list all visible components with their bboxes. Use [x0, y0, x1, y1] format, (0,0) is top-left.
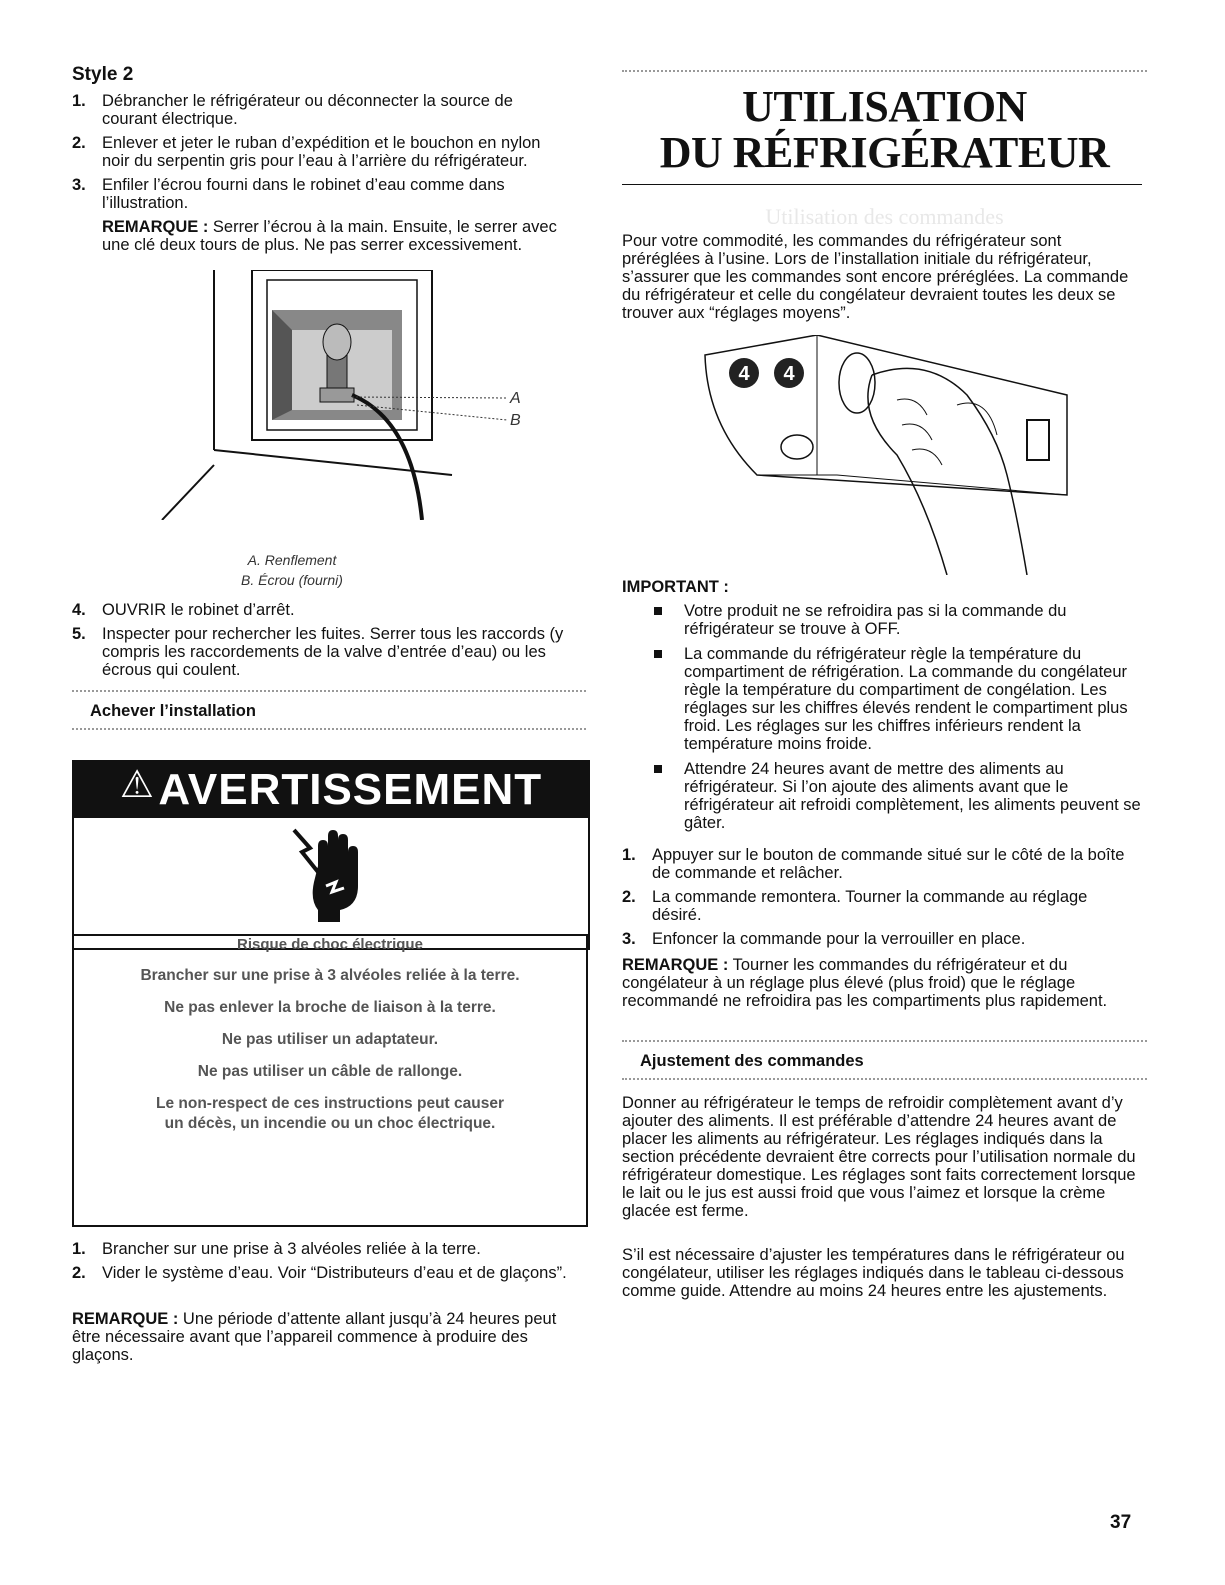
freezer-dial-value: 4 [738, 363, 750, 385]
figure-label-b: B [510, 412, 521, 429]
list-item: 1. Brancher sur une prise à 3 alvéoles reliée à la terre. [72, 1240, 481, 1258]
warning-line: Ne pas enlever la broche de liaison à la terre. [164, 999, 496, 1016]
warning-line: Ne pas utiliser un câble de rallonge. [197, 1063, 463, 1080]
adjust-paragraph-2: S’il est nécessaire d’ajuster les températures dans le réfrigérateur ou congélateur, utiliser les réglages indiqués dans le tableau ci-dessous comme guide. Attendre au moins 24 heures entre les ajustements. [622, 1246, 1125, 1300]
remarque-note: REMARQUE : Serrer l’écrou à la main. Ensuite, le serrer avec une clé deux tours de plus. Ne pas serrer excessivement. [102, 218, 557, 254]
warning-triangle-icon: ⚠ [119, 764, 154, 806]
steps-list-c [72, 1240, 577, 1288]
list-item: 2. Vider le système d’eau. Voir “Distributeurs d’eau et de glaçons”. [72, 1264, 567, 1282]
fridge-dial-value: 4 [783, 363, 795, 385]
section-divider [622, 70, 1147, 72]
section-heading: Achever l’installation [90, 702, 256, 720]
warning-box [72, 760, 590, 950]
list-item: 3. Enfiler l’écrou fourni dans le robinet d’eau comme dans l’illustration. [72, 176, 505, 212]
section-divider [622, 1040, 1147, 1042]
style-title: Style 2 [72, 64, 134, 85]
water-valve-illustration [152, 270, 532, 520]
bullet-square-icon [654, 765, 662, 773]
warning-line: Brancher sur une prise à 3 alvéoles reliée à la terre. [140, 967, 520, 984]
warning-line: un décès, un incendie ou un choc électrique. [164, 1115, 496, 1132]
section-subtitle: Utilisation des commandes [765, 204, 1004, 229]
list-item: 1. Appuyer sur le bouton de commande situé sur le côté de la boîte de commande et relâcher. [622, 846, 1125, 882]
important-label: IMPORTANT : [622, 578, 729, 596]
list-item: 5. Inspecter pour rechercher les fuites. Serrer tous les raccords (y compris les raccordements de la valve d’entrée d’eau) ou les écrous qui coulent. [72, 625, 564, 679]
steps-list-b [72, 601, 577, 685]
warning-line: Le non-respect de ces instructions peut causer [156, 1095, 504, 1112]
control-steps [622, 846, 1127, 954]
warning-header [74, 762, 588, 818]
list-item: Votre produit ne se refroidira pas si la commande du réfrigérateur se trouve à OFF. [622, 602, 1142, 638]
warning-line: Ne pas utiliser un adaptateur. [221, 1031, 439, 1048]
page-number: 37 [1110, 1512, 1132, 1533]
adjust-paragraph-1: Donner au réfrigérateur le temps de refroidir complètement avant d’y ajouter des aliments. Il est préférable d’attendre 24 heures avant de placer les aliments au réfrigérateur. Les réglages indiqués dans la section précédente devraient être corrects pour l’utilisation normale du réfrigérateur domestique. Les réglages sont faits correctement lorsque le lait ou le jus est aussi froid que vous l’aimez et lorsque la crème glacée est ferme. [622, 1094, 1136, 1220]
control-panel-illustration [697, 335, 1097, 575]
bullet-square-icon [654, 650, 662, 658]
list-item: 2. Enlever et jeter le ruban d’expédition et le bouchon en nylon noir du serpentin gris pour l’eau à l’arrière du réfrigérateur. [72, 134, 541, 170]
intro-paragraph: Pour votre commodité, les commandes du réfrigérateur sont préréglées à l’usine. Lors de l’installation initiale du réfrigérateur, s’assurer que les commandes sont encore préréglées. La commande du réfrigérateur et celle du congélateur devraient toutes les deux se trouver aux “réglages moyens”. [622, 232, 1129, 322]
list-item: 1. Débrancher le réfrigérateur ou déconnecter la source de courant électrique. [72, 92, 513, 128]
warning-title: AVERTISSEMENT [158, 765, 543, 814]
section-heading: Ajustement des commandes [640, 1052, 864, 1070]
list-item: 4. OUVRIR le robinet d’arrêt. [72, 601, 295, 619]
important-bullets [622, 602, 1142, 839]
figure-caption: A. Renflement B. Écrou (fourni) [241, 552, 343, 588]
list-item: La commande du réfrigérateur règle la température du compartiment de réfrigération. La commande du congélateur règle la température du compartiment de congélation. Les réglages sur les chiffres élevés rendent le compartiment plus froid. Les réglages sur les chiffres inférieurs rendent la température moins froide. [622, 645, 1142, 753]
section-divider [72, 728, 586, 730]
steps-list-a [72, 92, 562, 218]
warning-text-lines [72, 936, 588, 1147]
warning-line: Risque de choc électrique [237, 936, 423, 953]
list-item: Attendre 24 heures avant de mettre des aliments au réfrigérateur. Si l’on ajoute des aliments avant que le réfrigérateur ait refroidi complètement, les aliments peuvent se gâter. [622, 760, 1142, 832]
section-divider [622, 1078, 1147, 1080]
shock-hazard-area [74, 818, 588, 936]
list-item: 3. Enfoncer la commande pour la verrouiller en place. [622, 930, 1026, 948]
title-rule [622, 184, 1142, 185]
section-divider [72, 690, 586, 692]
remarque-note-2: REMARQUE : Une période d’attente allant jusqu’à 24 heures peut être nécessaire avant que l’appareil commence à produire des glaçons. [72, 1310, 557, 1364]
remarque-note-right: REMARQUE : Tourner les commandes du réfrigérateur et du congélateur à un réglage plus élevé (plus froid) que le réglage recommandé ne refroidira pas les compartiments plus rapidement. [622, 956, 1108, 1010]
list-item: 2. La commande remontera. Tourner la commande au réglage désiré. [622, 888, 1088, 924]
electric-shock-hand-icon [288, 826, 368, 926]
bullet-square-icon [654, 607, 662, 615]
figure-label-a: A [510, 390, 521, 407]
page-title: UTILISATION DU RÉFRIGÉRATEUR [659, 82, 1110, 177]
